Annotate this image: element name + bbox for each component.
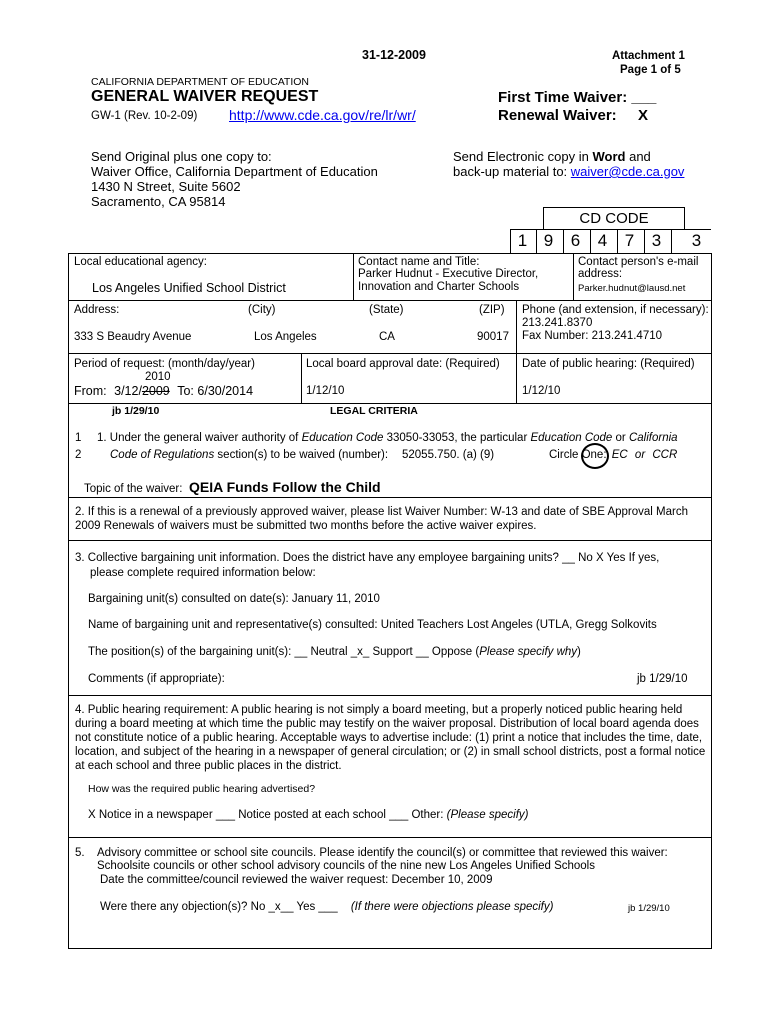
cd-code-digit: 3 [691,231,702,250]
options-specify: (Please specify) [446,809,529,821]
contact-title: Innovation and Charter Schools [358,281,520,293]
position-text: The position(s) of the bargaining unit(s): __ Neutral _x_ Support __ Oppose ( [88,646,480,658]
line-number-2: 2 [75,449,82,461]
city-label: (City) [248,304,276,316]
topic-value: QEIA Funds Follow the Child [189,479,381,495]
send-electronic-line2 [453,164,684,179]
send-electronic-prefix: Send Electronic copy in [453,149,589,164]
regulations-ref: Code of Regulations [110,449,215,461]
zip-label: (ZIP) [479,304,505,316]
hearing-date: 1/12/10 [522,385,561,397]
board-approval-date: 1/12/10 [306,385,345,397]
form-id: GW-1 (Rev. 10-2-09) [91,110,198,122]
send-electronic-line1 [453,149,651,164]
to-date: 6/30/2014 [197,384,254,398]
state-value: CA [379,331,395,343]
cd-code-digit: 4 [597,231,608,250]
waiver-email-link[interactable]: waiver@cde.ca.gov [570,164,685,179]
period-year-note: 2010 [145,371,171,383]
phone-label: Phone (and extension, if necessary): [522,304,709,316]
legal-initials: jb 1/29/10 [112,405,160,417]
address-label: Address: [74,304,120,316]
position-specify: Please specify why [479,646,578,658]
word-format: Word [592,149,626,164]
cd-code-digit: 6 [570,231,581,250]
legal-text: section(s) to be waived (number): [217,449,389,461]
line-number-1: 1 [75,432,82,444]
page-number: Page 1 of 5 [620,64,681,76]
from-label: From: [74,384,107,398]
option-ccr: CCR [652,449,678,461]
contact-label: Contact name and Title: [358,256,480,268]
options-text: X Notice in a newspaper ___ Notice posted at each school ___ Other: [88,809,444,821]
hearing-advertised-question: How was the required public hearing advertised? [88,783,316,795]
section5-initials: jb 1/29/10 [628,903,670,914]
education-code-ref: Education Code [301,432,384,444]
send-electronic-suffix: and [629,149,651,164]
contact-email: Parker.hudnut@lausd.net [578,283,686,294]
circle-mark [581,443,609,469]
agency-value: Los Angeles Unified School District [92,281,286,295]
document-date: 31-12-2009 [362,48,426,62]
section2-line1: 2. If this is a renewal of a previously approved waiver, please list Waiver Number: W-13 and date of SBE Approval March [75,506,688,518]
state-label: (State) [369,304,404,316]
bargaining-unit-names: Name of bargaining unit and representative(s) consulted: United Teachers Lost Angeles (UTLA, Gregg Solkovits [88,619,657,631]
section-number: 52055.750. (a) (9) [402,449,495,461]
bargaining-position [88,646,581,658]
renewal-waiver-label: Renewal Waiver: [498,107,617,124]
hearing-label: Date of public hearing: (Required) [522,358,695,370]
section2-line2: 2009 Renewals of waivers must be submitted two months before the active waiver expires. [75,520,537,532]
zip-value: 90017 [477,331,509,343]
period-from-to [74,384,253,398]
send-original-line4: Sacramento, CA 95814 [91,194,226,209]
legal-text: or [634,449,646,461]
bargaining-consulted-date: Bargaining unit(s) consulted on date(s): January 11, 2010 [88,593,380,605]
section5-line3: Date the committee/council reviewed the waiver request: December 10, 2009 [100,874,493,886]
from-date-struck-year: 2009 [141,384,170,398]
legal-text: 33050-33053, the particular [386,432,528,444]
legal-text: or [615,432,626,444]
attachment-label: Attachment 1 [612,50,685,62]
hearing-advertised-options [88,809,528,821]
position-text: ) [577,646,581,658]
send-original-line3: 1430 N Street, Suite 5602 [91,179,241,194]
first-time-waiver: First Time Waiver: ___ [498,89,657,106]
circle-one-line [549,449,677,461]
option-ec: EC [611,449,628,461]
send-electronic-line2-prefix: back-up material to: [453,164,568,179]
fax-value: Fax Number: 213.241.4710 [522,330,663,342]
topic-label: Topic of the waiver: [84,483,183,495]
cd-code-digit: 1 [517,231,528,250]
section3-initials: jb 1/29/10 [637,673,688,685]
section5-line2: Schoolsite councils or other school advisory councils of the nine new Los Angeles Unified Schools [97,860,595,872]
section5-line1: Advisory committee or school site councils. Please identify the council(s) or committee that reviewed this waiver: [97,847,668,859]
california-ref: California [628,432,678,444]
agency-label: Local educational agency: [74,256,207,268]
legal-line-1 [97,432,678,444]
contact-name: Parker Hudnut - Executive Director, [358,268,539,280]
circle-one-label: Circle One: [549,449,607,461]
section5-number: 5. [75,847,85,859]
email-label-2: address: [578,268,623,280]
department-name: CALIFORNIA DEPARTMENT OF EDUCATION [91,76,309,88]
legal-line-2 [110,449,388,461]
cd-code-digit: 9 [543,231,554,250]
period-label: Period of request: (month/day/year) [74,358,255,370]
to-label: To: [177,384,194,398]
renewal-waiver-mark: X [638,107,649,124]
objections-line [100,901,553,913]
objections-text: Were there any objection(s)? No _x__ Yes ___ [100,901,338,913]
board-approval-label: Local board approval date: (Required) [306,358,500,370]
legal-text: 1. Under the general waiver authority of [97,432,299,444]
section3-line1: 3. Collective bargaining unit information. Does the district have any employee bargaining units? __ No X Yes If yes, [75,552,660,564]
from-date: 3/12/ [114,384,142,398]
section3-line2: please complete required information below: [90,567,316,579]
cd-code-label: CD CODE [579,210,649,227]
cd-code-digit: 7 [624,231,635,250]
waiver-url-link[interactable]: http://www.cde.ca.gov/re/lr/wr/ [229,107,416,123]
objections-specify: (If there were objections please specify) [350,901,554,913]
form-title: GENERAL WAIVER REQUEST [91,88,319,105]
send-original-line1: Send Original plus one copy to: [91,149,272,164]
city-value: Los Angeles [254,331,317,343]
public-hearing-paragraph: 4. Public hearing requirement: A public hearing is not simply a board meeting, but a properly noticed public hearing held during a board meeting at which time the public may testify on the waiver proposal. Distribution of local board agenda does not constitute notice of a public hearing. Acceptable ways to advertise include: (1) print a notice that includes the time, date, location, and subject of the hearing in a newspaper of general circulation; or (2) in small school districts, post a formal notice at each school and three public places in the district. [75,704,706,772]
education-code-ref: Education Code [530,432,613,444]
legal-criteria-heading: LEGAL CRITERIA [330,405,418,417]
send-original-line2: Waiver Office, California Department of Education [91,164,378,179]
comments-label: Comments (if appropriate): [88,673,225,685]
phone-value: 213.241.8370 [522,317,593,329]
email-label: Contact person's e-mail [578,256,699,268]
cd-code-header [543,207,685,230]
street-address: 333 S Beaudry Avenue [74,331,192,343]
cd-code-digit: 3 [651,231,662,250]
